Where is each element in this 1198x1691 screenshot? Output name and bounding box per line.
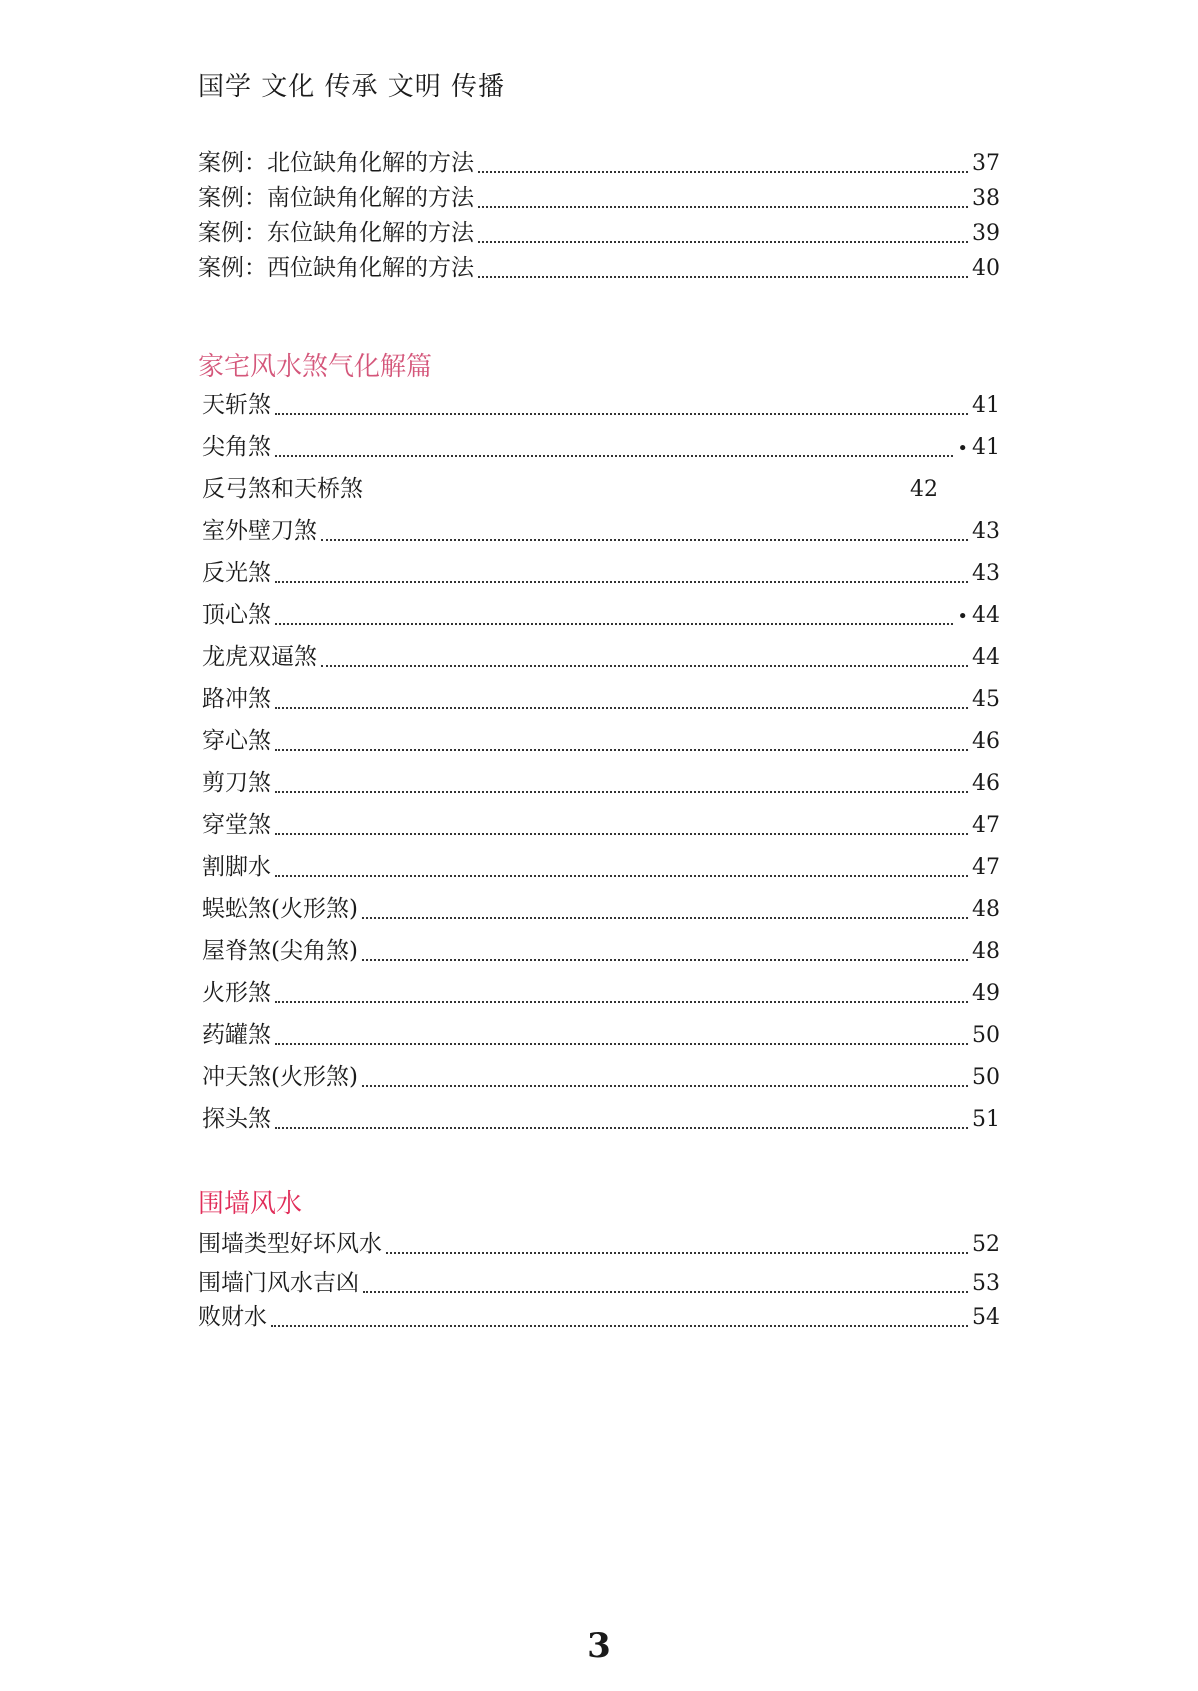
toc-entry-title: 火形煞 <box>202 980 271 1006</box>
toc-entry[interactable] <box>202 936 1000 967</box>
toc-entry[interactable] <box>202 768 1000 799</box>
toc-entry[interactable] <box>198 183 1000 214</box>
dot-leader <box>275 623 953 625</box>
dot-leader <box>362 959 968 961</box>
toc-entry-title: 探头煞 <box>202 1106 271 1132</box>
dot-leader <box>362 1085 968 1087</box>
toc-entry[interactable] <box>202 1020 1000 1051</box>
toc-entry-title: 屋脊煞(尖角煞) <box>202 938 358 964</box>
dot-leader <box>275 581 968 583</box>
toc-entry-title: 室外壁刀煞 <box>202 518 317 544</box>
toc-entry-title: 割脚水 <box>202 854 271 880</box>
toc-entry-page: 48 <box>972 939 1000 964</box>
dot-leader <box>478 171 968 173</box>
section-title: 围墙风水 <box>198 1189 303 1219</box>
toc-entry-page: 50 <box>972 1023 1000 1048</box>
toc-entry[interactable] <box>202 516 1000 547</box>
toc-entry-page: 51 <box>972 1107 1000 1132</box>
page-number: 3 <box>587 1626 611 1666</box>
toc-entry[interactable] <box>198 148 1000 179</box>
toc-entry-page: 48 <box>972 897 1000 922</box>
dot-leader <box>386 1252 968 1254</box>
toc-entry-title: 案例：东位缺角化解的方法 <box>198 220 474 246</box>
dot-leader <box>275 791 968 793</box>
toc-entry-page: 46 <box>972 771 1000 796</box>
dot-leader <box>275 875 968 877</box>
toc-entry-page: 43 <box>972 519 1000 544</box>
toc-entry-title: 围墙类型好坏风水 <box>198 1231 382 1257</box>
toc-entry-page: 40 <box>972 256 1000 281</box>
toc-entry-title: 顶心煞 <box>202 602 271 628</box>
toc-entry-title: 反光煞 <box>202 560 271 586</box>
toc-entry[interactable] <box>202 432 1000 464</box>
toc-entry[interactable] <box>202 978 1000 1009</box>
dot-leader <box>275 1127 968 1129</box>
toc-entry-title: 败财水 <box>198 1304 267 1330</box>
toc-entry-page: 52 <box>972 1232 1000 1257</box>
toc-entry[interactable] <box>202 474 1000 505</box>
toc-entry-title: 药罐煞 <box>202 1022 271 1048</box>
toc-entry-page: 44 <box>972 603 1000 628</box>
toc-entry-title: 天斩煞 <box>202 392 271 418</box>
toc-entry[interactable] <box>202 1104 1000 1135</box>
toc-entry-page: 50 <box>972 1065 1000 1090</box>
toc-entry-page: 53 <box>972 1271 1000 1296</box>
toc-entry[interactable] <box>202 810 1000 841</box>
toc-entry[interactable] <box>202 390 1000 421</box>
dot-leader <box>275 1043 968 1045</box>
toc-entry-page: 43 <box>972 561 1000 586</box>
toc-entry[interactable] <box>202 600 1000 632</box>
toc-entry[interactable] <box>202 684 1000 715</box>
toc-entry-page: 38 <box>972 186 1000 211</box>
toc-entry[interactable] <box>198 1268 1000 1299</box>
toc-entry[interactable] <box>198 1229 1000 1260</box>
toc-entry-title: 剪刀煞 <box>202 770 271 796</box>
bullet-icon: • <box>957 438 968 459</box>
toc-entry-title: 路冲煞 <box>202 686 271 712</box>
toc-entry-title: 反弓煞和天桥煞 <box>202 476 363 502</box>
toc-entry-page: 47 <box>972 813 1000 838</box>
toc-entry[interactable] <box>198 218 1000 249</box>
section-title: 家宅风水煞气化解篇 <box>198 352 433 382</box>
toc-entry-title: 案例：南位缺角化解的方法 <box>198 185 474 211</box>
toc-entry-title: 案例：北位缺角化解的方法 <box>198 150 474 176</box>
dot-leader <box>321 665 968 667</box>
toc-entry[interactable] <box>198 253 1000 284</box>
toc-entry-title: 蜈蚣煞(火形煞) <box>202 896 358 922</box>
toc-entry-page: 39 <box>972 221 1000 246</box>
bullet-icon: • <box>957 606 968 627</box>
toc-entry-title: 龙虎双逼煞 <box>202 644 317 670</box>
toc-entry-page: 44 <box>972 645 1000 670</box>
page-header: 国学 文化 传承 文明 传播 <box>198 72 506 102</box>
toc-entry-page: 37 <box>972 151 1000 176</box>
toc-entry[interactable] <box>202 726 1000 757</box>
dot-leader <box>363 1291 968 1293</box>
dot-leader <box>321 539 968 541</box>
dot-leader <box>362 917 968 919</box>
toc-entry-page: 45 <box>972 687 1000 712</box>
toc-entry-page: 49 <box>972 981 1000 1006</box>
toc-entry-title: 冲天煞(火形煞) <box>202 1064 358 1090</box>
toc-entry[interactable] <box>198 1302 1000 1333</box>
dot-leader <box>275 455 953 457</box>
toc-entry-title: 穿心煞 <box>202 728 271 754</box>
toc-entry-title: 围墙门风水吉凶 <box>198 1270 359 1296</box>
dot-leader <box>275 749 968 751</box>
dot-leader <box>275 413 968 415</box>
toc-entry-page: 41 <box>972 435 1000 460</box>
toc-entry-title: 穿堂煞 <box>202 812 271 838</box>
dot-leader <box>478 241 968 243</box>
toc-entry[interactable] <box>202 642 1000 673</box>
toc-entry[interactable] <box>202 894 1000 925</box>
dot-leader <box>275 1001 968 1003</box>
toc-entry-page: 42 <box>910 477 938 502</box>
toc-entry[interactable] <box>202 852 1000 883</box>
dot-leader <box>271 1325 968 1327</box>
dot-leader <box>275 833 968 835</box>
dot-leader <box>275 707 968 709</box>
dot-leader <box>478 206 968 208</box>
toc-entry[interactable] <box>202 558 1000 589</box>
toc-entry-page: 54 <box>972 1305 1000 1330</box>
toc-entry-title: 案例：西位缺角化解的方法 <box>198 255 474 281</box>
toc-entry-page: 41 <box>972 393 1000 418</box>
toc-entry-title: 尖角煞 <box>202 434 271 460</box>
dot-leader <box>478 276 968 278</box>
toc-entry-page: 46 <box>972 729 1000 754</box>
toc-entry-page: 47 <box>972 855 1000 880</box>
toc-entry[interactable] <box>202 1062 1000 1093</box>
